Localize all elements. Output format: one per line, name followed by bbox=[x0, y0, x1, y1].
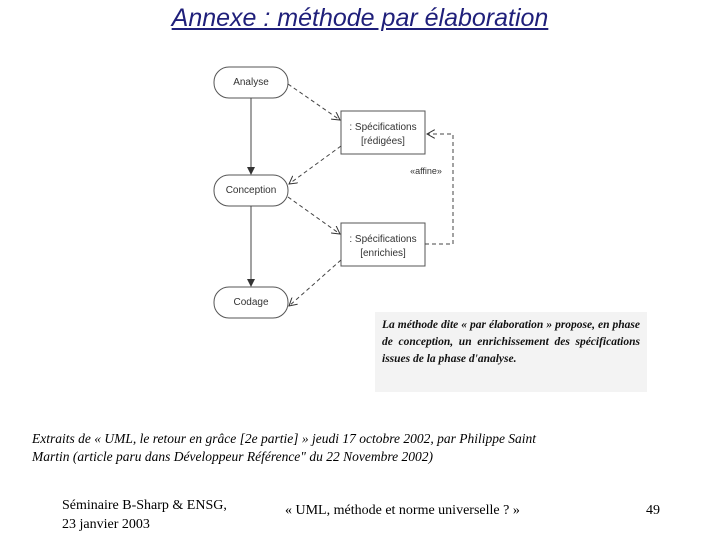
object-redigees-state: [rédigées] bbox=[361, 136, 405, 147]
source-extract-line1: Extraits de « UML, le retour en grâce [2e partie] » jeudi 17 octobre 2002, par Philippe Saint bbox=[32, 431, 537, 446]
slide-title: Annexe : méthode par élaboration bbox=[171, 4, 549, 32]
quote-text: La méthode dite « par élaboration » propose, en phase de conception, un enrichissement des spécifications issues de la phase d'analyse. bbox=[382, 319, 640, 365]
object-redigees-name: : Spécifications bbox=[349, 122, 417, 133]
objflow-conception-enrichies bbox=[288, 197, 340, 234]
source-extract bbox=[32, 430, 592, 466]
source-extract-line2: Martin (article paru dans Développeur Référence" du 22 Novembre 2002) bbox=[32, 449, 433, 464]
footer-event-line2: 23 janvier 2003 bbox=[62, 517, 150, 532]
affine-stereotype-label: «affine» bbox=[410, 166, 442, 176]
footer-talk-title: « UML, méthode et norme universelle ? » bbox=[285, 503, 520, 518]
object-enrichies-state: [enrichies] bbox=[360, 248, 406, 259]
objflow-enrichies-codage bbox=[289, 260, 341, 306]
page-number: 49 bbox=[646, 503, 660, 518]
activity-codage-label: Codage bbox=[233, 297, 269, 308]
activity-conception-label: Conception bbox=[225, 185, 277, 196]
objflow-analyse-redigees bbox=[288, 84, 340, 120]
quote-box bbox=[375, 312, 647, 392]
activity-analyse-label: Analyse bbox=[233, 77, 269, 88]
footer-event bbox=[62, 496, 227, 534]
affine-dependency bbox=[425, 134, 453, 244]
object-enrichies-name: : Spécifications bbox=[349, 234, 417, 245]
footer-event-line1: Séminaire B-Sharp & ENSG, bbox=[62, 498, 227, 513]
objflow-redigees-conception bbox=[289, 146, 341, 184]
